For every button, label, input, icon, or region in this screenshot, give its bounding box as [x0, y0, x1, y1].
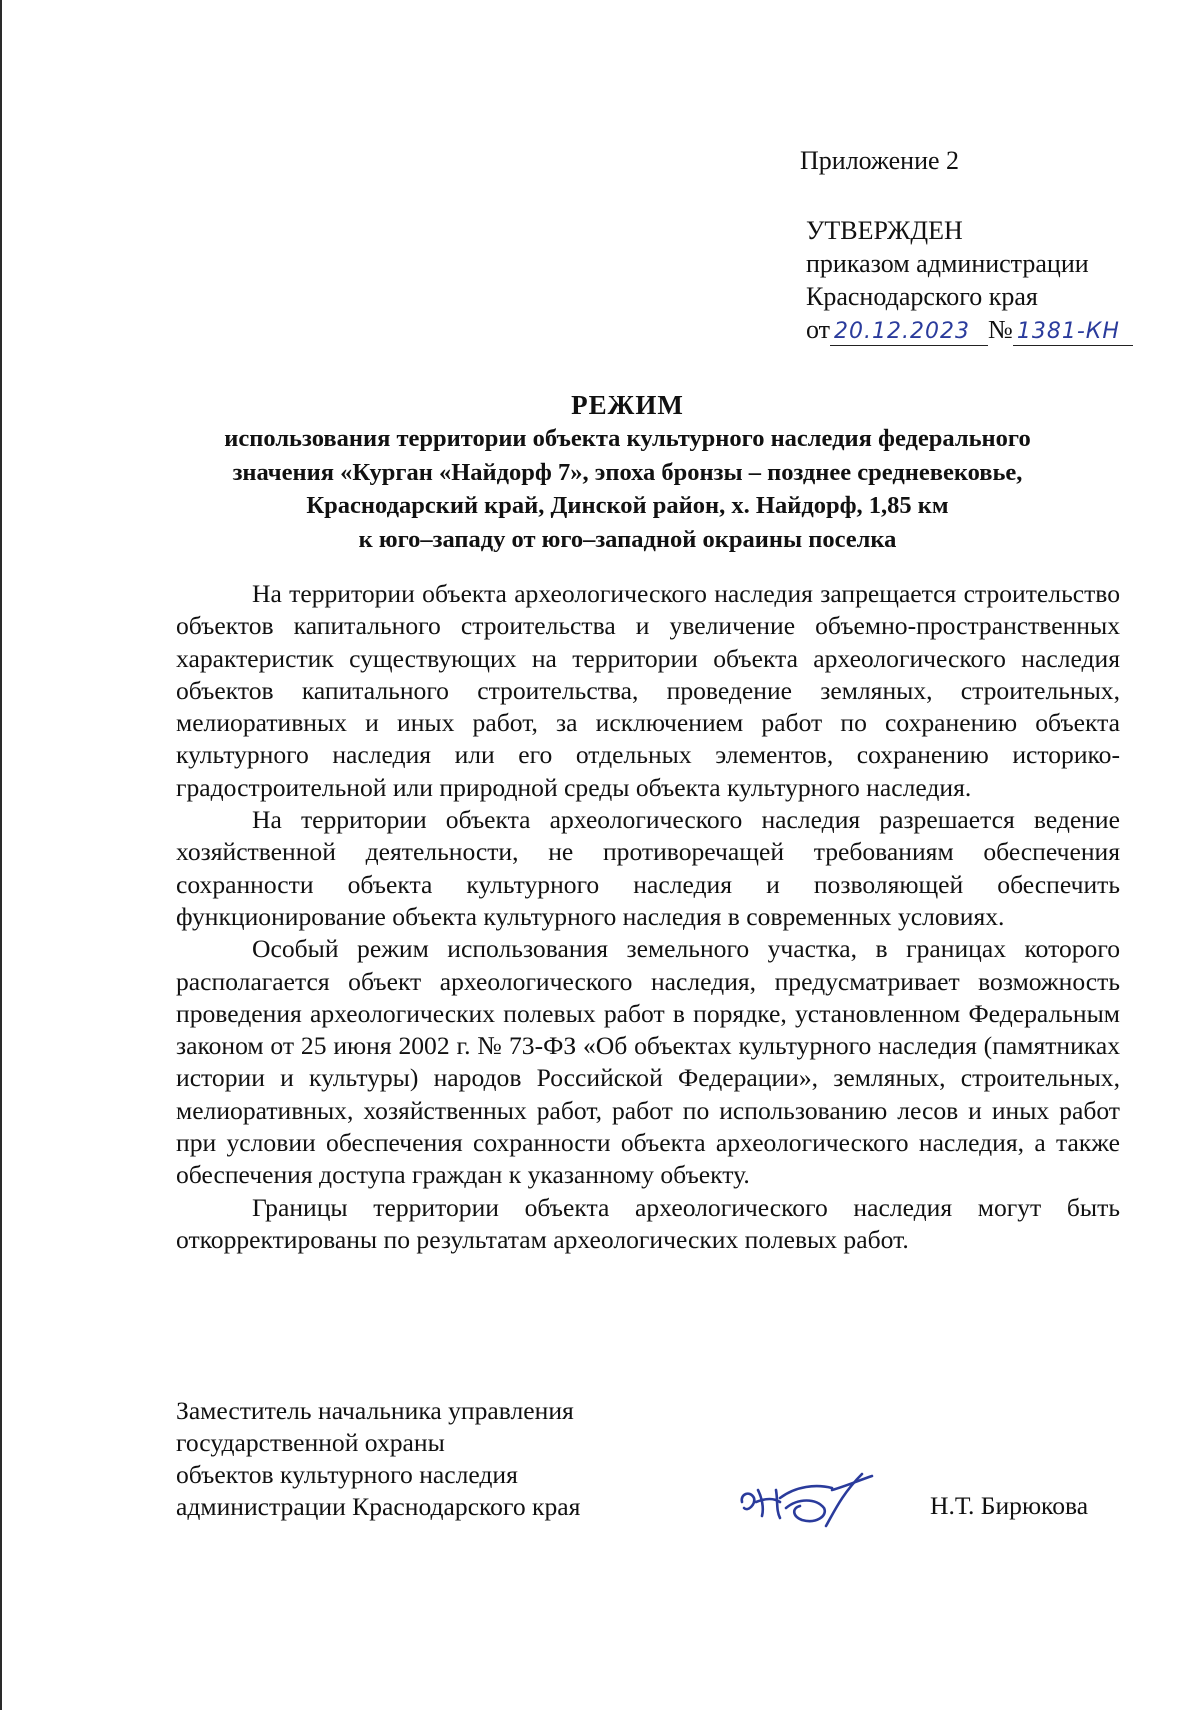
subtitle-line-3: Краснодарский край, Динской район, х. Найдорф, 1,85 км — [306, 492, 949, 519]
number-prefix: № — [988, 315, 1013, 344]
paragraph-special-regime: Особый режим использования земельного участка, в границах которого располагается объект археологического наследия, предусматривает возможность проведения археологических полевых работ в порядке, установленном Федеральным законом от 25 июня 2002 г. № 73-ФЗ «Об объектах культурного наследия (памятниках истории и культуры) народов Российской Федерации», земляных, строительных, мелиоративных, хозяйственных работ, работ по использованию лесов и иных работ при условии обеспечения сохранности объекта археологического наследия, а также обеспечения доступа граждан к указанному объекту. — [176, 934, 1120, 1190]
body-text — [176, 578, 1120, 1256]
signer-name: Н.Т. Бирюкова — [930, 1491, 1089, 1520]
order-line-2: Краснодарского края — [806, 282, 1038, 311]
scan-edge — [0, 0, 2, 1710]
order-line-1: приказом администрации — [806, 249, 1089, 278]
document-title: РЕЖИМ — [571, 390, 684, 420]
handwritten-signature — [736, 1468, 876, 1538]
position-line-4: администрации Краснодарского края — [176, 1492, 581, 1521]
date-number-line — [806, 313, 1133, 346]
date-handwritten: 20.12.2023 — [830, 319, 988, 346]
position-line-2: государственной охраны — [176, 1428, 445, 1457]
paragraph-boundaries: Границы территории объекта археологического наследия могут быть откорректированы по результатам археологических полевых работ. — [176, 1192, 1120, 1254]
document-subtitle — [160, 422, 1095, 556]
paragraph-prohibitions: На территории объекта археологического наследия запрещается строительство объектов капитального строительства и увеличение объемно-пространственных характеристик существующих на территории объекта археологического наследия объектов капитального строительства, проведение земляных, строительных, мелиоративных и иных работ, за исключением работ по сохранению объекта культурного наследия или его отдельных элементов, сохранению историко-градостроительной или природной среды объекта культурного наследия. — [176, 579, 1120, 802]
position-line-1: Заместитель начальника управления — [176, 1396, 574, 1425]
approval-block — [806, 214, 1133, 346]
subtitle-line-2: значения «Курган «Найдорф 7», эпоха бронзы – позднее средневековье, — [232, 458, 1023, 486]
date-prefix: от — [806, 315, 831, 344]
subtitle-line-1: использования территории объекта культурного наследия федерального — [224, 425, 1031, 452]
subtitle-line-4: к юго–западу от юго–западной окраины поселка — [358, 525, 897, 553]
appendix-label: Приложение 2 — [800, 146, 960, 175]
signatory-position — [176, 1395, 580, 1523]
number-handwritten: 1381-КН — [1013, 319, 1133, 346]
position-line-3: объектов культурного наследия — [176, 1460, 518, 1489]
approved-label: УТВЕРЖДЕН — [806, 216, 963, 245]
paragraph-permitted-activity: На территории объекта археологического наследия разрешается ведение хозяйственной деятельности, не противоречащей требованиям обеспечения сохранности объекта культурного наследия и позволяющей обеспечить функционирование объекта культурного наследия в современных условиях. — [176, 805, 1120, 931]
title-block — [160, 388, 1095, 556]
